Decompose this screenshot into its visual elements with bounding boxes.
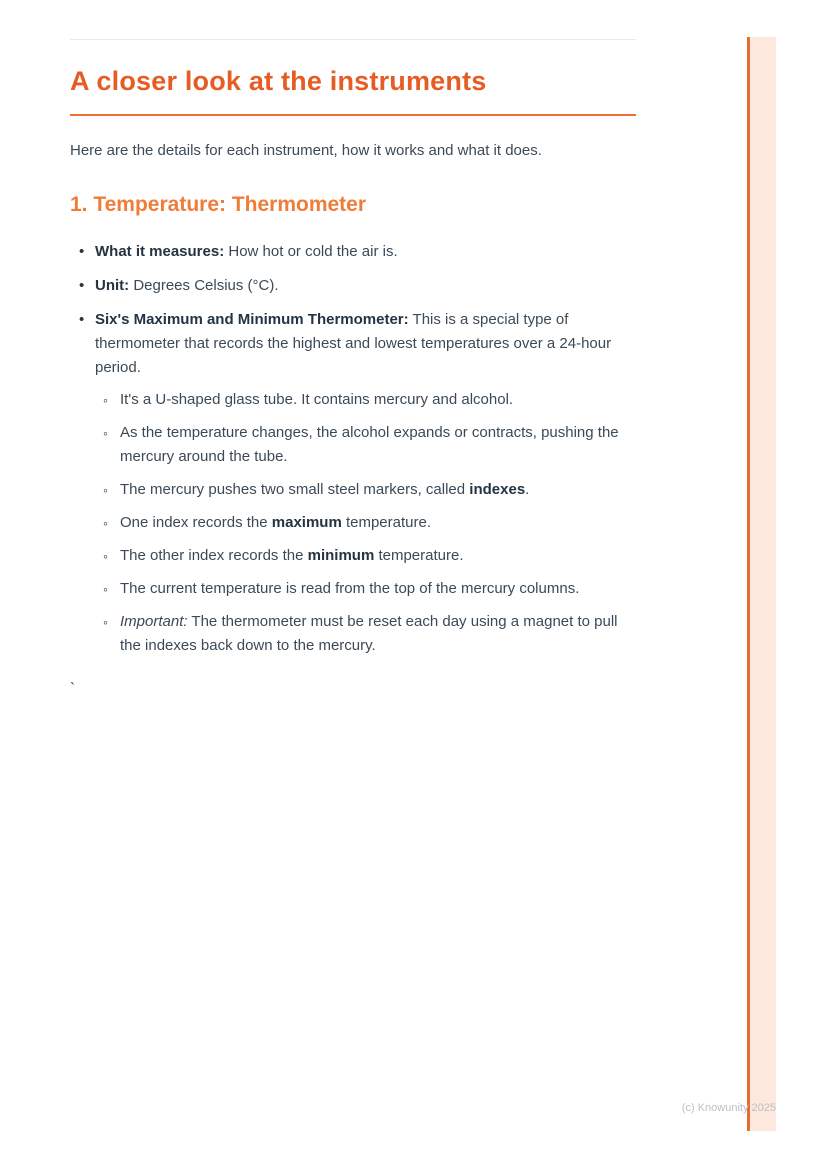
sublist-item-text: The thermometer must be reset each day using a magnet to pull the indexes back down to the mercury. — [120, 613, 618, 654]
heading-underline — [70, 114, 636, 116]
intro-paragraph: Here are the details for each instrument, how it works and what it does. — [70, 142, 542, 159]
sublist-item-text: The current temperature is read from the top of the mercury columns. — [120, 580, 580, 597]
list-item-text: How hot or cold the air is. — [224, 243, 398, 260]
list-item-bold-label: What it measures: — [95, 243, 225, 260]
sublist-item-italic-label: Important: — [120, 613, 188, 630]
document-page — [70, 0, 636, 700]
sublist-item-text: The other index records the — [120, 547, 308, 564]
sublist-item-text: . — [525, 481, 530, 498]
list-item — [70, 308, 636, 658]
list-item-text: This is a special type of thermometer that records the highest and lowest temperatures over a 24-hour period. — [95, 311, 612, 376]
sublist-item — [95, 610, 636, 658]
sublist-item-text: As the temperature changes, the alcohol expands or contracts, pushing the mercury around the tube. — [120, 424, 619, 465]
list-item — [70, 274, 636, 298]
sublist-item-bold: maximum — [271, 514, 342, 531]
thermometer-sublist — [95, 388, 636, 658]
instrument-detail-list — [70, 240, 636, 658]
sublist-item-bold: minimum — [307, 547, 375, 564]
sublist-item-text: One index records the — [120, 514, 272, 531]
sublist-item-text: temperature. — [341, 514, 432, 531]
sublist-item — [95, 478, 636, 502]
stray-backtick: ` — [70, 680, 75, 697]
sublist-item — [95, 544, 636, 568]
page-title: A closer look at the instruments — [70, 66, 487, 96]
list-item-bold-label: Six's Maximum and Minimum Thermometer: — [95, 311, 409, 328]
sublist-item-text: The mercury pushes two small steel markers, called — [120, 481, 470, 498]
section-heading: 1. Temperature: Thermometer — [70, 193, 367, 216]
sublist-item — [95, 421, 636, 469]
list-item-text: Degrees Celsius (°C). — [129, 277, 279, 294]
top-divider — [70, 39, 636, 40]
sublist-item — [95, 388, 636, 412]
footer-copyright: (c) Knowunity 2025 — [681, 1102, 776, 1114]
sublist-item — [95, 577, 636, 601]
sublist-item-bold: indexes — [469, 481, 526, 498]
page-edge-stripe — [750, 37, 776, 1131]
sublist-item-text: temperature. — [374, 547, 464, 564]
list-item — [70, 240, 636, 264]
sublist-item — [95, 511, 636, 535]
sublist-item-text: It's a U-shaped glass tube. It contains mercury and alcohol. — [120, 391, 514, 408]
list-item-bold-label: Unit: — [95, 277, 130, 294]
